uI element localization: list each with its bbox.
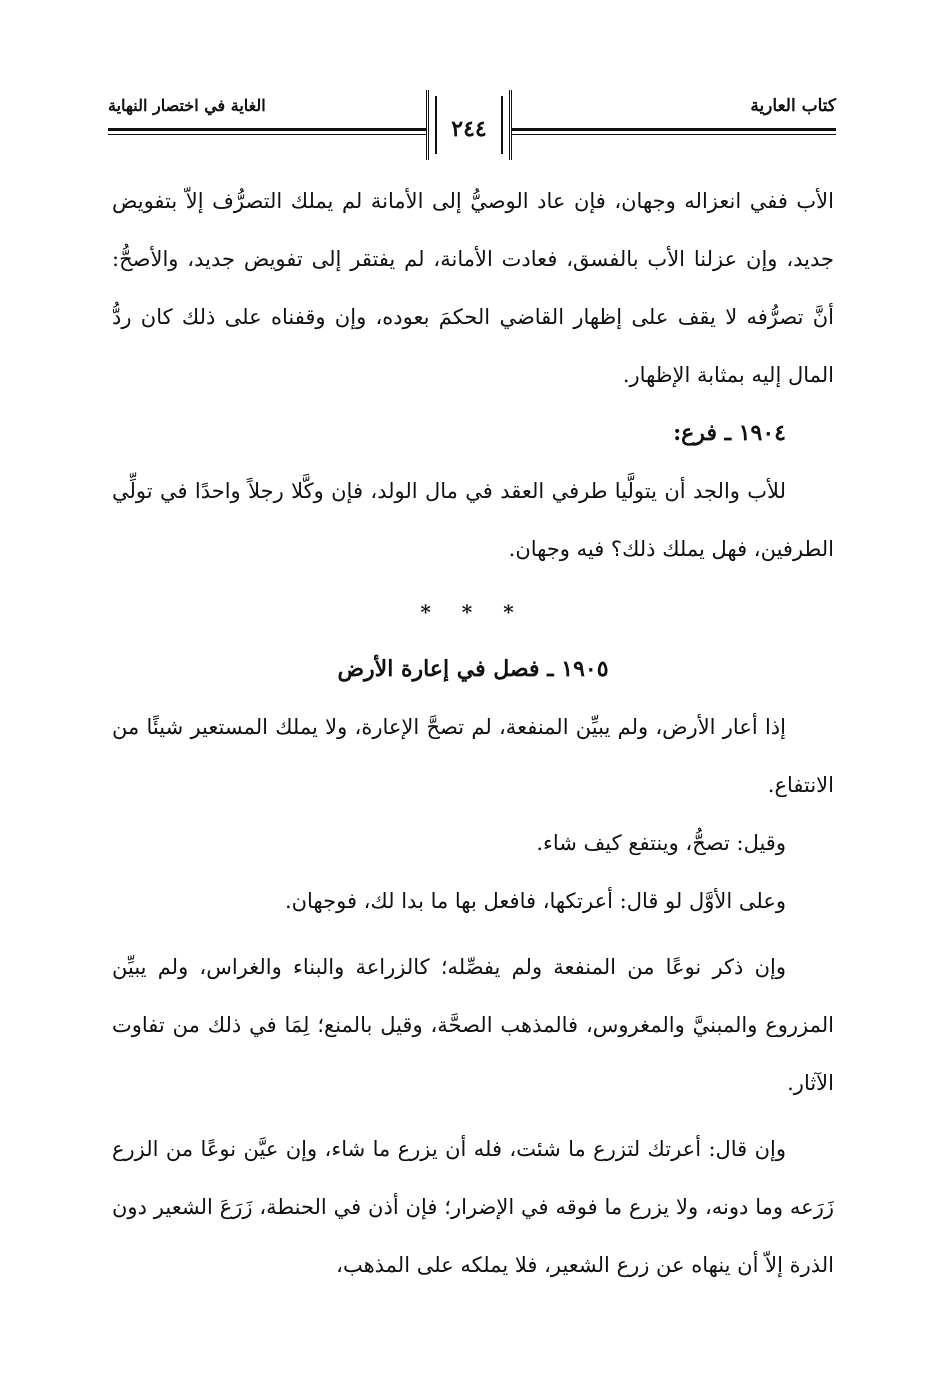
paragraph-1905-e: وإن قال: أعرتك لتزرع ما شئت، فله أن يزرع ما شاء، وإن عيَّن نوعًا من الزرع زَرَعه وما دونه، ولا يزرع ما فوقه في الإضرار؛ فإن أذن في الحنطة، زَرَعَ الشعير دون الذرة إلاّ أن ينهاه عن زرع الشعير، فلا يملكه على المذهب، <box>112 1137 834 1277</box>
running-title: الغاية في اختصار النهاية <box>108 96 266 115</box>
paragraph-1905-b: وقيل: تصحُّ، وينتفع كيف شاء. <box>536 831 786 855</box>
paragraph-intro: الأب ففي انعزاله وجهان، فإن عاد الوصيُّ إلى الأمانة لم يملك التصرُّف إلاّ بتفويض جديد، وإن عزلنا الأب بالفسق، فعادت الأمانة، لم يفتقر إلى تفويض جديد، والأصحُّ: أنَّ تصرُّفه لا يقف على إظهار القاضي الحكمَ بعوده، وإن وقفناه على ذلك كان ردُّ المال إليه بمثابة الإظهار. <box>112 189 834 387</box>
paragraph-1905-d: وإن ذكر نوعًا من المنفعة ولم يفصِّله؛ كالزراعة والبناء والغراس، ولم يبيِّن المزروع والمبنيَّ والمغروس، فالمذهب الصحَّة، وقيل بالمنع؛ لِمَا في ذلك من تفاوت الآثار. <box>112 955 834 1095</box>
paragraph-1904: للأب والجد أن يتولَّيا طرفي العقد في مال الولد، فإن وكَّلا رجلاً واحدًا في تولِّي الطرفين، فهل يملك ذلك؟ فيه وجهان. <box>112 479 834 561</box>
paragraph-1905-a: إذا أعار الأرض، ولم يبيِّن المنفعة، لم تصحَّ الإعارة، ولا يملك المستعير شيئًا من الانتفاع. <box>112 715 834 797</box>
section-heading-1904: ١٩٠٤ ـ فرع: <box>673 420 786 446</box>
page-number-frame <box>426 90 512 160</box>
running-header <box>108 88 836 178</box>
section-heading-1905: ١٩٠٥ ـ فصل في إعارة الأرض <box>337 656 609 682</box>
page-body <box>112 172 834 1294</box>
paragraph-1905-c: وعلى الأوَّل لو قال: أعرتكها، فافعل بها ما بدا لك، فوجهان. <box>284 889 786 913</box>
section-separator: * * * <box>420 600 526 624</box>
chapter-title: كتاب العارية <box>750 96 836 116</box>
page-number: ٢٤٤ <box>451 116 487 142</box>
